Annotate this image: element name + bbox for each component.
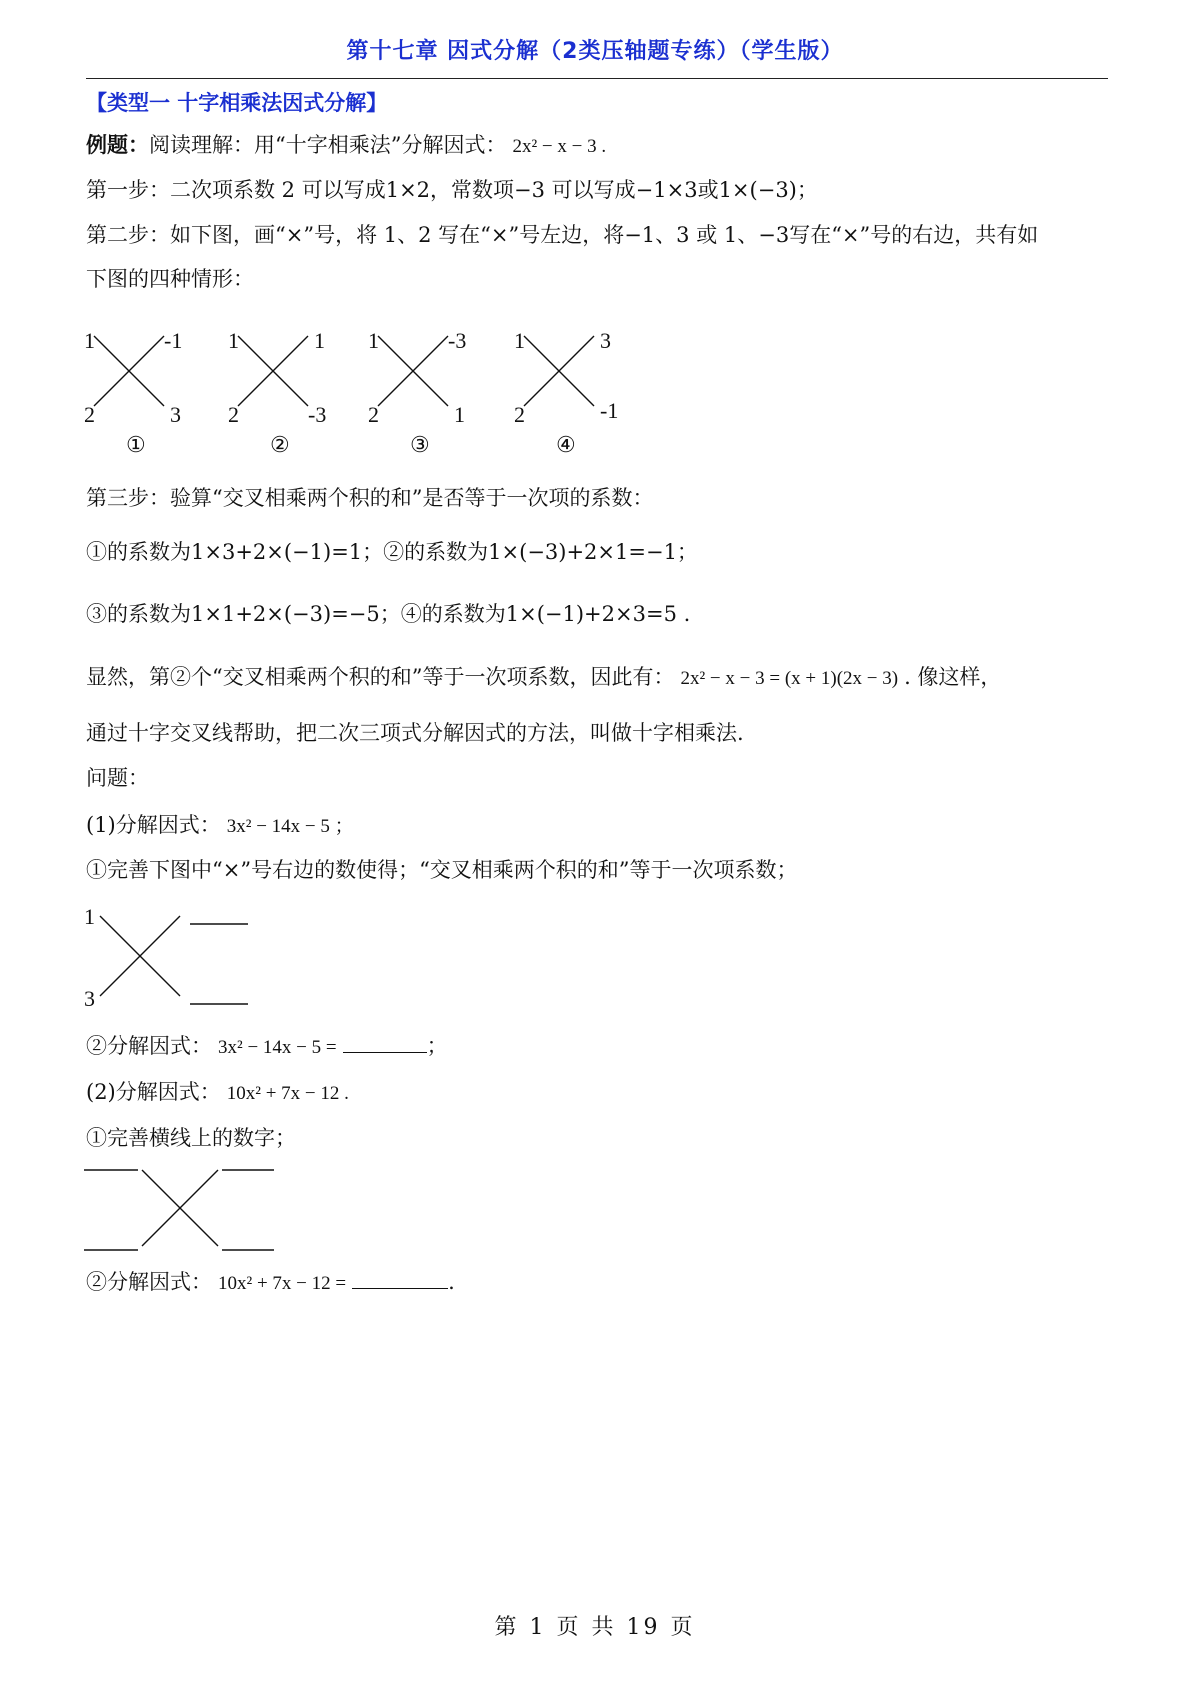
q1-part-b-post: ； xyxy=(426,1034,448,1058)
cross-2-top-left: 1 xyxy=(228,328,239,353)
example-intro: 阅读理解：用“十字相乘法”分解因式： xyxy=(149,133,507,157)
cross-4-label: ④ xyxy=(556,432,576,457)
q1-cross-top-left: 1 xyxy=(84,904,95,929)
q2-expression: 10x² + 7x − 12 . xyxy=(226,1083,349,1104)
cross-4-top-right: 3 xyxy=(600,328,611,353)
q1-part-b-expression: 3x² − 14x − 5 = xyxy=(218,1037,337,1058)
section-heading: 【类型一 十字相乘法因式分解】 xyxy=(86,91,388,115)
cross-2-top-right: 1 xyxy=(314,328,325,353)
cross-4-bottom-right: -1 xyxy=(600,398,619,423)
conclusion-text: 显然，第②个“交叉相乘两个积的和”等于一次项系数，因此有： xyxy=(86,665,675,689)
q2-part-b xyxy=(86,1266,1130,1299)
cross-2-bottom-right: -3 xyxy=(308,402,327,427)
cross-4-top-left: 1 xyxy=(514,328,525,353)
conclusion-line-2: 通过十字交叉线帮助，把二次三项式分解因式的方法，叫做十字相乘法. xyxy=(86,721,744,745)
cross-1-label: ① xyxy=(126,432,146,457)
cross-3-top-left: 1 xyxy=(368,328,379,353)
q1-expression: 3x² − 14x − 5 ； xyxy=(226,816,354,837)
check-line-2: ③的系数为1×1+2×(−3)=−5；④的系数为1×(−1)+2×3=5 . xyxy=(86,602,691,626)
q1-title: (1)分解因式： xyxy=(86,813,221,837)
q2-part-b-label: ②分解因式： xyxy=(86,1270,212,1294)
cross-1-top-right: -1 xyxy=(164,328,183,353)
cross-diagram-1 xyxy=(82,328,192,468)
cross-1-top-left: 1 xyxy=(84,328,95,353)
cross-diagram-4 xyxy=(512,328,622,468)
header-divider xyxy=(86,78,1108,79)
q1-title-line xyxy=(86,810,1130,842)
conclusion-post: . 像这样， xyxy=(904,665,1002,689)
q1-part-a: ①完善下图中“×”号右边的数使得；“交叉相乘两个积的和”等于一次项系数； xyxy=(86,858,798,882)
conclusion-line-1 xyxy=(86,662,1130,694)
cross-3-bottom-left: 2 xyxy=(368,402,379,427)
step1-text: 第一步：二次项系数 2 可以写成1×2，常数项−3 可以写成−1×3或1×(−3)； xyxy=(86,178,818,202)
cross-diagram-3 xyxy=(366,328,476,468)
q2-title: (2)分解因式： xyxy=(86,1080,221,1104)
document-title: 第十七章 因式分解（2类压轴题专练）（学生版） xyxy=(346,39,844,64)
cross-3-top-right: -3 xyxy=(448,328,467,353)
cross-1-bottom-right: 3 xyxy=(170,402,181,427)
cross-2-label: ② xyxy=(270,432,290,457)
q1-cross-bottom-left: 3 xyxy=(84,986,95,1011)
q1-part-b-label: ②分解因式： xyxy=(86,1034,212,1058)
page-footer: 第 1 页 共 19 页 xyxy=(494,1615,696,1640)
q1-part-b xyxy=(86,1030,1130,1063)
q2-answer-blank[interactable] xyxy=(352,1266,448,1289)
step2-text-line1: 第二步：如下图，画“×”号，将 1、2 写在“×”号左边，将−1、3 或 1、−3写在“×”号的右边，共有如 xyxy=(86,223,1039,247)
example-intro-line xyxy=(86,130,1130,162)
q2-title-line xyxy=(86,1077,1130,1109)
q2-part-b-post: . xyxy=(448,1270,455,1294)
example-label: 例题： xyxy=(86,133,149,157)
check-line-1: ①的系数为1×3+2×(−1)=1；②的系数为1×(−3)+2×1=−1； xyxy=(86,540,698,564)
cross-2-bottom-left: 2 xyxy=(228,402,239,427)
cross-4-bottom-left: 2 xyxy=(514,402,525,427)
q1-cross-diagram xyxy=(82,902,262,1016)
step3-text: 第三步：验算“交叉相乘两个积的和”是否等于一次项的系数： xyxy=(86,486,654,510)
q2-part-a: ①完善横线上的数字； xyxy=(86,1126,296,1150)
cross-3-label: ③ xyxy=(410,432,430,457)
q2-cross-diagram xyxy=(82,1160,282,1264)
q2-part-b-expression: 10x² + 7x − 12 = xyxy=(218,1273,347,1294)
questions-label: 问题： xyxy=(86,766,149,790)
cross-3-bottom-right: 1 xyxy=(454,402,465,427)
cross-1-bottom-left: 2 xyxy=(84,402,95,427)
conclusion-expression: 2x² − x − 3 = (x + 1)(2x − 3) xyxy=(680,668,899,689)
cross-diagram-2 xyxy=(226,328,336,468)
example-expression: 2x² − x − 3 . xyxy=(512,136,607,157)
step2-text-line2: 下图的四种情形： xyxy=(86,267,254,291)
q1-answer-blank[interactable] xyxy=(343,1030,427,1053)
